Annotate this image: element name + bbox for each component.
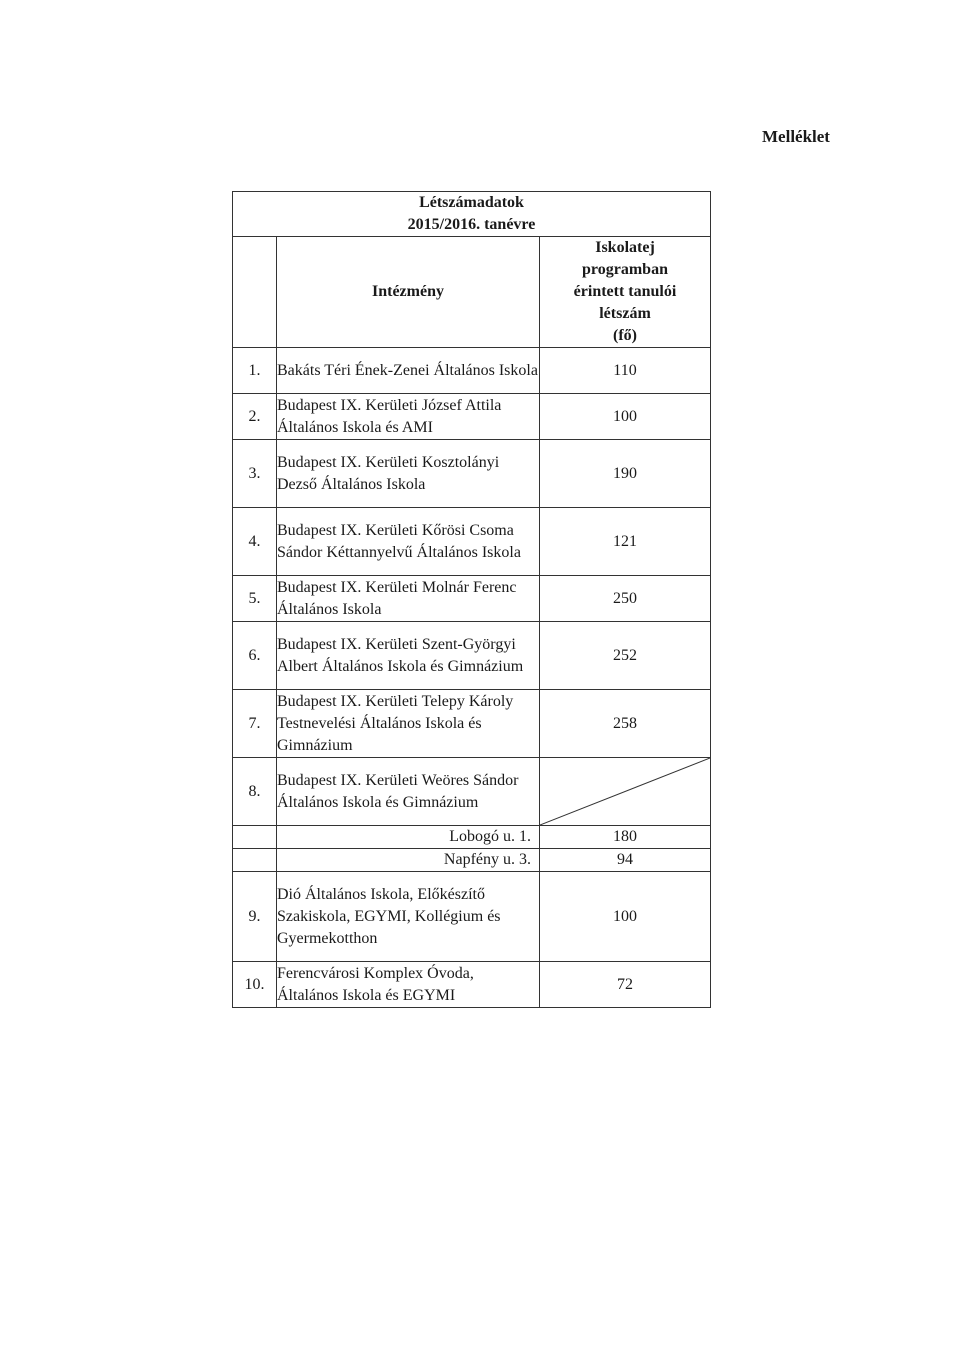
- header-count: [540, 237, 711, 348]
- header-count-line-1: Iskolatej: [595, 239, 655, 256]
- institution-name: Bakáts Téri Ének-Zenei Általános Iskola: [277, 348, 540, 394]
- diagonal-line: [540, 758, 710, 825]
- institution-name: Budapest IX. Kerületi Kőrösi Csoma Sándor Kéttannyelvű Általános Iskola: [277, 508, 540, 576]
- student-count: 72: [540, 962, 711, 1008]
- table-row: [233, 826, 711, 849]
- table-row: [233, 394, 711, 440]
- table-row: [233, 440, 711, 508]
- row-number: [233, 826, 277, 849]
- table-header-row: [233, 237, 711, 348]
- table-row: [233, 348, 711, 394]
- institution-name: Budapest IX. Kerületi Telepy Károly Testnevelési Általános Iskola és Gimnázium: [277, 690, 540, 758]
- header-count-line-3: érintett tanulói: [573, 283, 677, 300]
- student-count: 258: [540, 690, 711, 758]
- student-count: 190: [540, 440, 711, 508]
- student-count: 94: [540, 849, 711, 872]
- student-count: 100: [540, 872, 711, 962]
- table-row: [233, 758, 711, 826]
- table-row: [233, 872, 711, 962]
- student-count: 100: [540, 394, 711, 440]
- row-number: 8.: [233, 758, 277, 826]
- table-title-row: [233, 192, 711, 237]
- table-row: [233, 690, 711, 758]
- institution-name: Ferencvárosi Komplex Óvoda, Általános Iskola és EGYMI: [277, 962, 540, 1008]
- row-number: [233, 849, 277, 872]
- student-count: 121: [540, 508, 711, 576]
- enrollment-table: [232, 191, 711, 1008]
- student-count: 180: [540, 826, 711, 849]
- student-count-crossed-out: [540, 758, 711, 826]
- header-count-line-5: (fő): [613, 327, 637, 344]
- table-row: [233, 508, 711, 576]
- table-row: [233, 576, 711, 622]
- header-count-line-2: programban: [582, 261, 668, 278]
- institution-name: Budapest IX. Kerületi Szent-Györgyi Albert Általános Iskola és Gimnázium: [277, 622, 540, 690]
- table-title: [233, 192, 711, 237]
- student-count: 250: [540, 576, 711, 622]
- site-address: Napfény u. 3.: [277, 849, 540, 872]
- row-number: 3.: [233, 440, 277, 508]
- table-title-line-1: Létszámadatok: [419, 194, 524, 211]
- institution-name: Budapest IX. Kerületi Kosztolányi Dezső Általános Iskola: [277, 440, 540, 508]
- row-number: 9.: [233, 872, 277, 962]
- row-number: 5.: [233, 576, 277, 622]
- header-count-line-4: létszám: [599, 305, 651, 322]
- annex-label: Melléklet: [762, 127, 830, 146]
- table-title-line-2: 2015/2016. tanévre: [407, 216, 536, 233]
- row-number: 2.: [233, 394, 277, 440]
- student-count: 252: [540, 622, 711, 690]
- row-number: 7.: [233, 690, 277, 758]
- institution-name: Budapest IX. Kerületi József Attila Általános Iskola és AMI: [277, 394, 540, 440]
- table-row: [233, 962, 711, 1008]
- institution-name: Budapest IX. Kerületi Weöres Sándor Általános Iskola és Gimnázium: [277, 758, 540, 826]
- row-number: 6.: [233, 622, 277, 690]
- row-number: 1.: [233, 348, 277, 394]
- table-row: [233, 622, 711, 690]
- institution-name: Dió Általános Iskola, Előkészítő Szakiskola, EGYMI, Kollégium és Gyermekotthon: [277, 872, 540, 962]
- institution-name: Budapest IX. Kerületi Molnár Ferenc Általános Iskola: [277, 576, 540, 622]
- row-number: 10.: [233, 962, 277, 1008]
- student-count: 110: [540, 348, 711, 394]
- header-institution: Intézmény: [277, 237, 540, 348]
- header-number: [233, 237, 277, 348]
- table-row: [233, 849, 711, 872]
- row-number: 4.: [233, 508, 277, 576]
- site-address: Lobogó u. 1.: [277, 826, 540, 849]
